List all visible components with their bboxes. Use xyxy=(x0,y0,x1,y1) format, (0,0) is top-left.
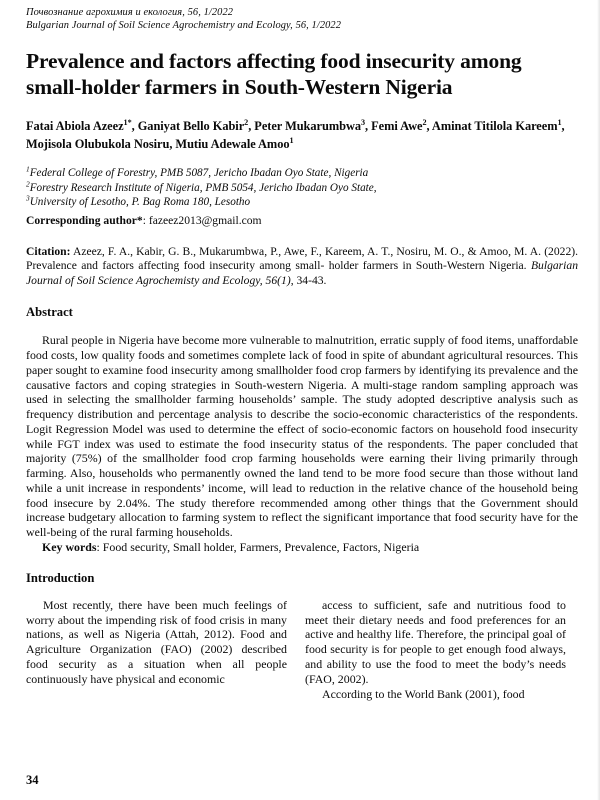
citation-block xyxy=(26,245,578,289)
citation-issue: (1) xyxy=(277,273,291,287)
column-right xyxy=(305,598,566,702)
running-head-english: Bulgarian Journal of Soil Science Agrochemistry and Ecology, 56, 1/2022 xyxy=(26,20,342,32)
affiliation-item: $^3$University of Lesotho, P. Bag Roma 180, Lesotho xyxy=(26,193,251,209)
page-number: 34 xyxy=(26,773,39,787)
affiliation-text: Forestry Research Institute of Nigeria, PMB 5054, Jericho Ibadan Oyo State, xyxy=(29,181,377,194)
corresponding-author-email[interactable]: fazeez2013@gmail.com xyxy=(148,213,262,227)
affiliation-item: $^1$Federal College of Forestry, PMB 5087, Jericho Ibadan Oyo State, Nigeria xyxy=(26,164,369,180)
running-head-native: Почвознание агрохимия и екология, 56, 1/2022 xyxy=(26,7,234,18)
keywords-values: Food security, Small holder, Farmers, Prevalence, Factors, Nigeria xyxy=(102,539,420,554)
page-title: Prevalence and factors affecting food insecurity among small-holder farmers in South-Western Nigeria xyxy=(26,49,522,99)
column-left xyxy=(26,598,287,702)
keywords-line xyxy=(26,540,578,555)
keywords-separator: : xyxy=(96,539,103,554)
citation-journal: Bulgarian Journal of Soil Science Agrochemisty and Ecology, 56 xyxy=(26,259,578,287)
corresponding-author-label: Corresponding author* xyxy=(26,213,143,227)
intro-paragraph-right-1: access to sufficient, safe and nutritious food to meet their dietary needs and food preferences for an active and healthy life. Therefore, the principal goal of food security is for people to get enough food always, and ability to use the food to meet the body’s needs (FAO, 2002). xyxy=(305,597,566,687)
affiliation-item: $^2$Forestry Research Institute of Nigeria, PMB 5054, Jericho Ibadan Oyo State, xyxy=(26,179,377,194)
corresponding-author: Corresponding author*: fazeez2013@gmail.com xyxy=(26,213,262,227)
intro-paragraph-right-2: According to the World Bank (2001), food xyxy=(322,687,525,702)
citation-pages: , 34-43. xyxy=(290,273,327,287)
citation-text: Azeez, F. A., Kabir, G. B., Mukarumbwa, P., Awe, F., Kareem, A. T., Nosiru, M. O., & Amoo, M. A. (2022). Prevalence and factors affecting food insecurity among small- holder farmers in South-Western Nigeria. xyxy=(26,244,579,273)
author-list-text: Fatai Abiola Azeez$^{1*}$, Ganiyat Bello Kabir$^2$, Peter Mukarumbwa$^3$, Femi Awe$^2$, Aminat Titilola Kareem$^1$, Mojisola Olubukola Nosiru, Mutiu Adewale Amoo$^1$ xyxy=(26,118,565,151)
abstract-body: Rural people in Nigeria have become more vulnerable to malnutrition, erratic supply of food items, unaffordable food costs, low quality foods and sometimes complete lack of food in spite of abundant agricultural resources. This paper sought to examine food insecurity among smallholder food crop farmers by identifying its prevalence and the causative factors and coping strategies in South-western Nigeria. A multi-stage random sampling approach was used in selecting the smallholder farming households’ sample. The study adopted descriptive analysis such as frequency distribution and percentage analysis to describe the socio-economic characteristics of the respondents. Logit Regression Model was used to determine the effect of socio-economic factors on household food insecurity while FGT index was used to estimate the food insecurity status of the respondents. The paper concluded that majority (75%) of the smallholder food crop farming households were earning their living primarily through farming. Also, households who permanently owned the land tend to be more food secure than those without land while a unit increase in respondents’ income, will lead to reduction in the relative chance of the household being food insecure by 2.04%. The study therefore recommended among other things that the Government should increase budgetary allocation to farming system to reflect the significant importance that food security have for the well-being of the rural farming households. xyxy=(26,333,578,540)
affiliation-list xyxy=(26,166,578,227)
intro-paragraph-left: Most recently, there have been much feelings of worry about the impending risk of food crisis in many nations, as well as Nigeria (Attah, 2012). Food and Agriculture Organization (FAO) (2002) described food security as a situation when all people continuously have physical and economic xyxy=(26,597,287,687)
affiliation-text: University of Lesotho, P. Bag Roma 180, Lesotho xyxy=(29,196,251,209)
keywords-label: Key words xyxy=(42,539,97,554)
introduction-heading: Introduction xyxy=(26,570,95,585)
two-column-body xyxy=(26,598,578,702)
citation-label: Citation: xyxy=(26,244,71,258)
author-list xyxy=(26,118,578,153)
abstract-heading: Abstract xyxy=(26,305,73,320)
affiliation-text: Federal College of Forestry, PMB 5087, Jericho Ibadan Oyo State, Nigeria xyxy=(29,167,369,180)
